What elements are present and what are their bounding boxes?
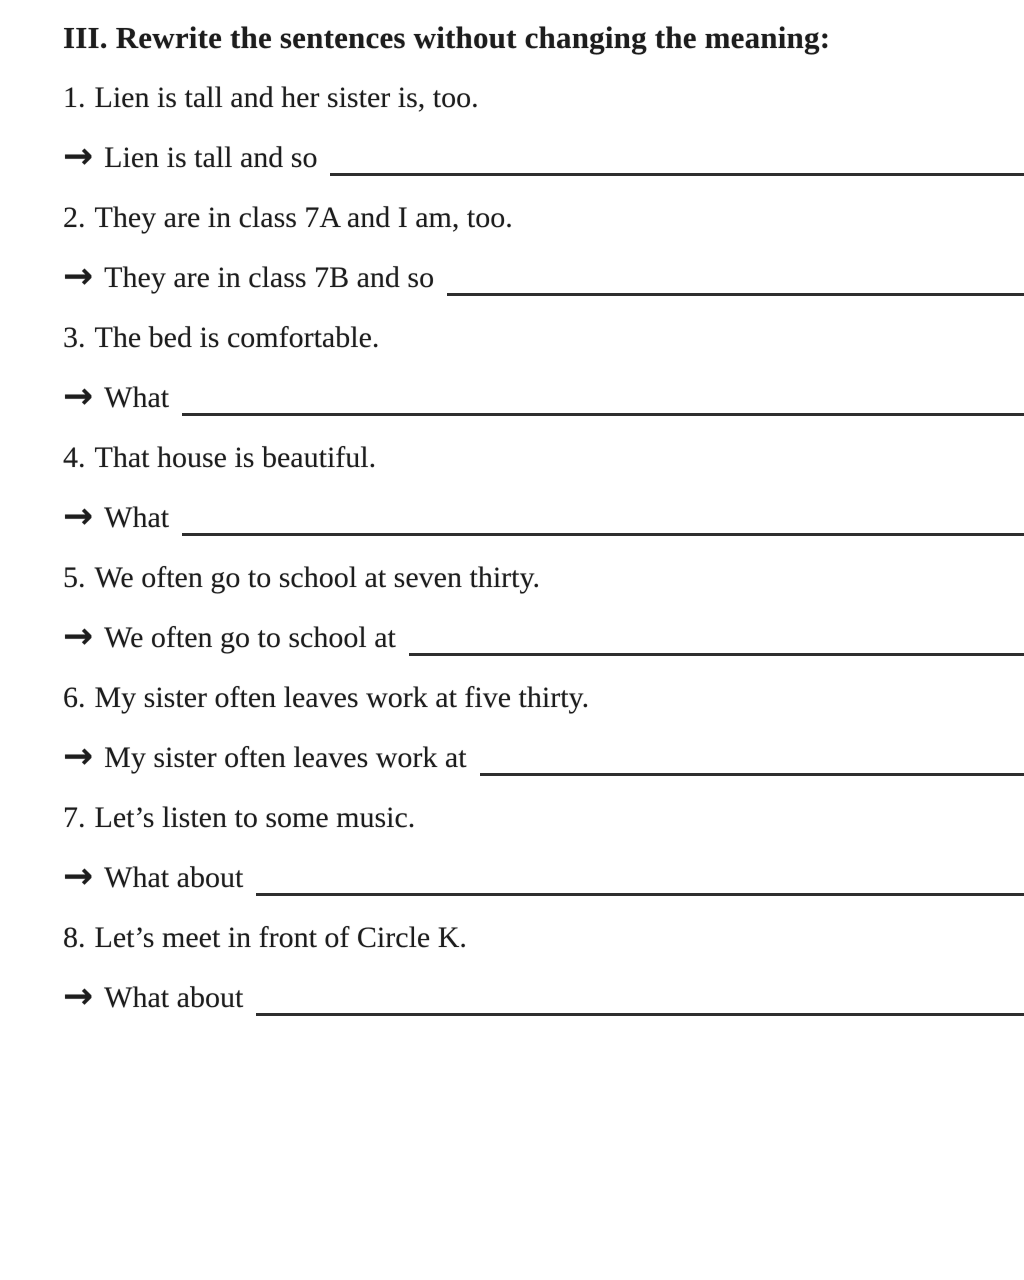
question-sentence: My sister often leaves work at five thirty. xyxy=(94,681,590,714)
question-line xyxy=(63,308,1024,368)
question-number: 2. xyxy=(63,201,86,234)
answer-line: → We often go to school at xyxy=(63,608,1024,668)
question-line xyxy=(63,188,1024,248)
rewrite-prefix: My sister often leaves work at xyxy=(104,741,467,774)
answer-blank xyxy=(330,140,1024,176)
answer-blank xyxy=(182,380,1024,416)
question-line xyxy=(63,428,1024,488)
question-sentence: That house is beautiful. xyxy=(94,441,377,474)
question-line xyxy=(63,788,1024,848)
exercise-title: III. Rewrite the sentences without changing the meaning: xyxy=(63,20,831,55)
exercise-item xyxy=(63,188,1024,308)
rewrite-prefix: What xyxy=(104,501,170,534)
exercise-item xyxy=(63,548,1024,668)
answer-blank xyxy=(447,260,1024,296)
exercise-item xyxy=(63,788,1024,908)
answer-line: → What about xyxy=(63,848,1024,908)
exercise-item xyxy=(63,68,1024,188)
question-sentence: Let’s meet in front of Circle K. xyxy=(94,921,467,954)
answer-blank xyxy=(409,620,1024,656)
rewrite-prefix: Lien is tall and so xyxy=(104,141,318,174)
exercise-item xyxy=(63,668,1024,788)
answer-line: → They are in class 7B and so xyxy=(63,248,1024,308)
question-number: 8. xyxy=(63,921,86,954)
question-sentence: The bed is comfortable. xyxy=(94,321,380,354)
question-sentence: Lien is tall and her sister is, too. xyxy=(94,81,479,114)
answer-line: → What about xyxy=(63,968,1024,1028)
question-number: 6. xyxy=(63,681,86,714)
question-number: 5. xyxy=(63,561,86,594)
question-number: 4. xyxy=(63,441,86,474)
rewrite-prefix: What about xyxy=(104,981,244,1014)
answer-line: → What xyxy=(63,488,1024,548)
question-line xyxy=(63,668,1024,728)
question-sentence: Let’s listen to some music. xyxy=(94,801,416,834)
question-number: 1. xyxy=(63,81,86,114)
rewrite-prefix: What xyxy=(104,381,170,414)
answer-line: → What xyxy=(63,368,1024,428)
question-sentence: We often go to school at seven thirty. xyxy=(94,561,541,594)
exercise-item xyxy=(63,908,1024,1028)
exercise-items xyxy=(63,68,1024,1028)
answer-blank xyxy=(256,860,1024,896)
answer-line: → My sister often leaves work at xyxy=(63,728,1024,788)
exercise-item xyxy=(63,308,1024,428)
question-sentence: They are in class 7A and I am, too. xyxy=(94,201,513,234)
answer-blank xyxy=(182,500,1024,536)
rewrite-prefix: We often go to school at xyxy=(104,621,396,654)
rewrite-prefix: They are in class 7B and so xyxy=(104,261,435,294)
exercise-item xyxy=(63,428,1024,548)
question-line xyxy=(63,548,1024,608)
answer-blank xyxy=(480,740,1024,776)
answer-line: → Lien is tall and so xyxy=(63,128,1024,188)
question-number: 7. xyxy=(63,801,86,834)
rewrite-prefix: What about xyxy=(104,861,244,894)
question-number: 3. xyxy=(63,321,86,354)
question-line xyxy=(63,908,1024,968)
answer-blank xyxy=(256,980,1024,1016)
question-line xyxy=(63,68,1024,128)
